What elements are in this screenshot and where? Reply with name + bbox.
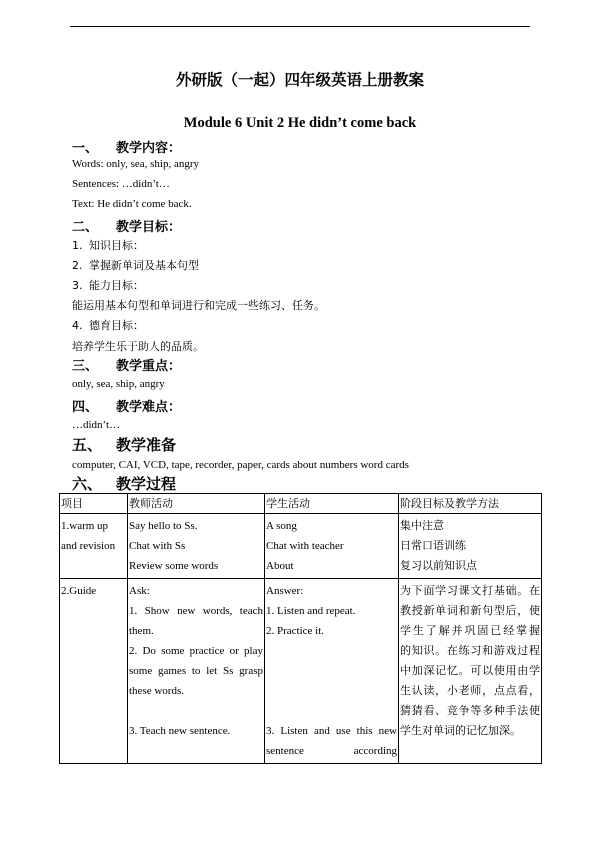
header-item: 项目 (60, 494, 128, 514)
row-goal-cell (399, 579, 542, 764)
content-words: Words: only, sea, ship, angry (72, 158, 200, 170)
header-goal: 阶段目标及教学方法 (399, 494, 542, 514)
objective-ability: 3. 能力目标： (72, 279, 144, 292)
key-points-text: only, sea, ship, angry (72, 378, 165, 390)
row-student-cell (265, 514, 399, 579)
cell-line: these words. (129, 685, 184, 697)
section-heading-difficulties: 四、 教学难点： (72, 400, 182, 415)
difficulties-text: …didn’t… (72, 419, 121, 431)
row-item-cell (60, 579, 128, 764)
row-goal-cell (399, 514, 542, 579)
cell-line: 复习以前知识点 (400, 559, 477, 572)
cell-line: 1. Show new words, teach (129, 605, 263, 617)
table-row (60, 514, 542, 579)
row-student-cell (265, 579, 399, 764)
cell-line: 猜猜看、竞争等多种手法使 (400, 704, 540, 717)
objective-knowledge-item: 2. 掌握新单词及基本句型 (72, 259, 199, 272)
cell-line: 1. Listen and repeat. (266, 605, 356, 617)
cell-line: 的知识。在练习和游戏过程 (400, 644, 540, 657)
teaching-process-table (59, 493, 542, 764)
cell-line: 2.Guide (61, 585, 97, 597)
header-student: 学生活动 (265, 494, 399, 514)
cell-spacer (266, 641, 397, 661)
cell-line: sentence according (266, 745, 397, 757)
cell-line: and revision (61, 540, 116, 552)
cell-line: 日常口语训练 (400, 539, 466, 552)
row-teacher-cell (128, 514, 265, 579)
cell-line: 中加深记忆。可以使用由学 (400, 664, 540, 677)
objective-moral: 4. 德育目标： (72, 319, 144, 332)
cell-line: Review some words (129, 560, 219, 572)
cell-line: 学生了解并巩固已经掌握 (400, 624, 540, 637)
row-item-cell (60, 514, 128, 579)
cell-line: some games to let Ss grasp (129, 665, 263, 677)
cell-line: 1.warm up (61, 520, 109, 532)
cell-line: 3. Listen and use this new (266, 725, 397, 737)
cell-line: 教授新单词和新句型后，使 (400, 604, 540, 617)
objective-knowledge: 1. 知识目标： (72, 239, 144, 252)
cell-line: Say hello to Ss. (129, 520, 198, 532)
cell-line: Chat with Ss (129, 540, 186, 552)
cell-spacer (266, 681, 397, 701)
document-title: 外研版（一起）四年级英语上册教案 (175, 70, 424, 89)
objective-ability-text: 能运用基本句型和单词进行和完成一些练习、任务。 (72, 299, 325, 312)
cell-line: them. (129, 625, 154, 637)
content-text: Text: He didn’t come back. (72, 198, 192, 210)
cell-spacer (266, 661, 397, 681)
table-row (60, 579, 542, 764)
header-teacher: 教师活动 (128, 494, 265, 514)
cell-line: About (266, 560, 294, 572)
section-heading-preparation: 五、 教学准备 (72, 436, 177, 454)
section-heading-key-points: 三、 教学重点： (72, 359, 182, 374)
cell-line: Chat with teacher (266, 540, 344, 552)
cell-spacer (266, 701, 397, 721)
row-teacher-cell (128, 579, 265, 764)
section-heading-process: 六、 教学过程 (72, 475, 177, 493)
cell-line: Ask: (129, 585, 150, 597)
preparation-text: computer, CAI, VCD, tape, recorder, paper, cards about numbers word cards (72, 459, 409, 471)
cell-spacer (129, 701, 263, 721)
cell-line: 3. Teach new sentence. (129, 725, 231, 737)
header-rule (70, 26, 530, 27)
cell-line: 集中注意 (400, 519, 444, 532)
objective-moral-text: 培养学生乐于助人的品质。 (72, 340, 204, 353)
cell-line: 为下面学习课文打基础。在 (400, 584, 540, 597)
section-heading-content: 一、 教学内容： (72, 141, 182, 156)
cell-line: 2. Do some practice or play (129, 645, 263, 657)
cell-line: 2. Practice it. (266, 625, 325, 637)
content-sentences: Sentences: …didn’t… (72, 178, 170, 190)
section-heading-objectives: 二、 教学目标： (72, 220, 182, 235)
cell-line: 生认读，小老师，点点看， (400, 684, 540, 697)
cell-line: A song (266, 520, 297, 532)
cell-line: 学生对单词的记忆加深。 (400, 724, 521, 737)
lesson-subtitle: Module 6 Unit 2 He didn’t come back (183, 115, 417, 131)
cell-line: Answer: (266, 585, 304, 597)
table-header-row (60, 494, 542, 514)
